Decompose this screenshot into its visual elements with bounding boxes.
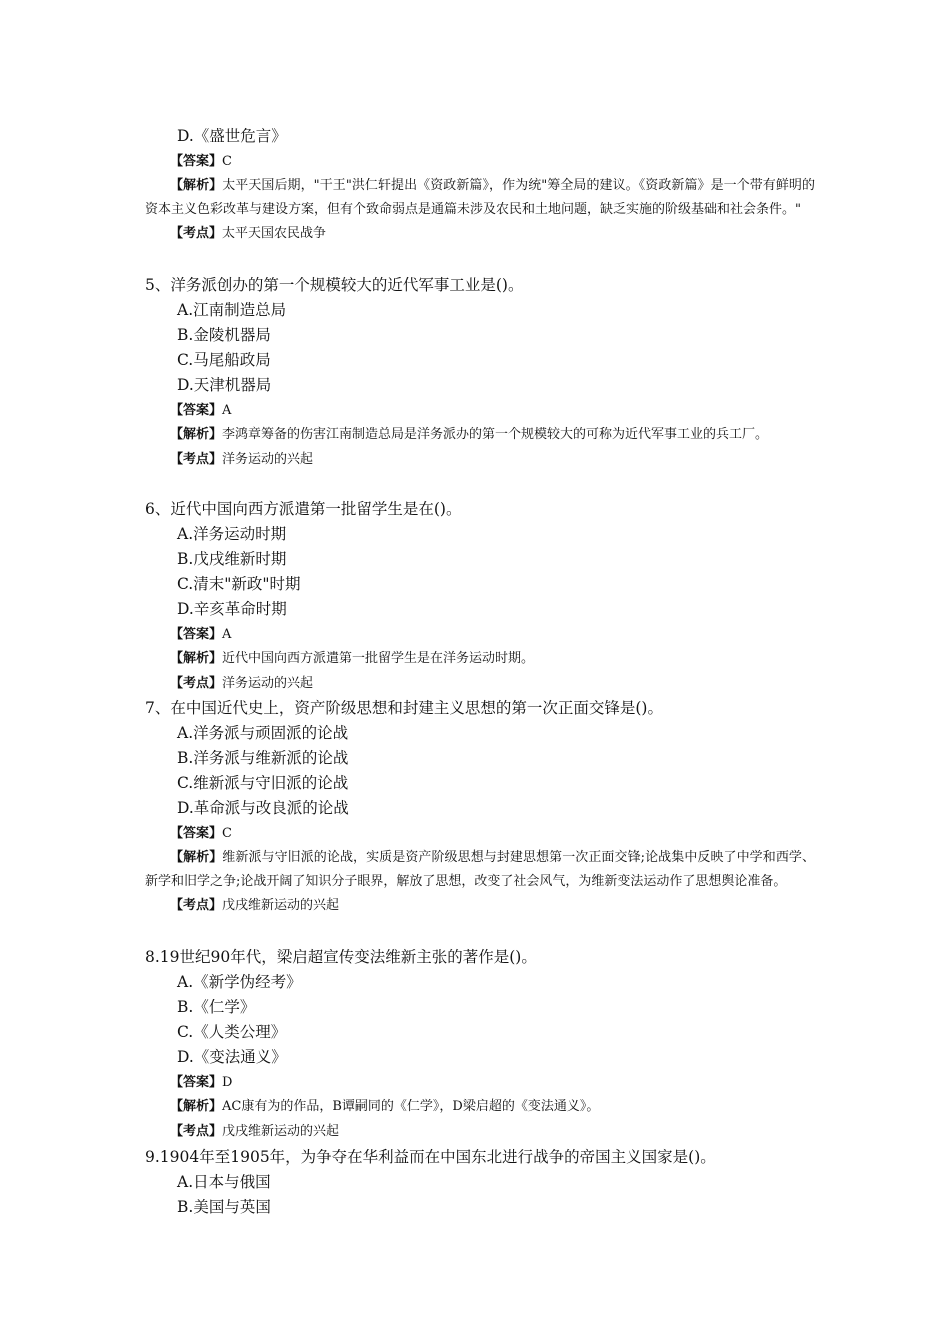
- analysis-text: 太平天国后期，"干王"洪仁轩提出《资政新篇》，作为统"筹全局的建议。《资政新篇》是一个带有鲜明的资本主义色彩改革与建设方案，但有个致命弱点是通篇未涉及农民和土地问题，缺乏实施的阶级基础和社会条件。": [145, 178, 815, 217]
- question-stem: 7、在中国近代史上，资产阶级思想和封建主义思想的第一次正面交锋是()。: [145, 699, 663, 717]
- option-b: B.洋务派与维新派的论战: [177, 749, 349, 767]
- point-line: [145, 221, 815, 246]
- answer-value: C: [222, 154, 232, 169]
- analysis-label: 【解析】: [170, 427, 223, 442]
- analysis-label: 【解析】: [170, 1099, 223, 1114]
- answer-line: [145, 149, 815, 174]
- answer-line: [145, 622, 815, 647]
- answer-label: 【答案】: [170, 1075, 223, 1090]
- answer-value: A: [222, 403, 232, 418]
- analysis-paragraph: [145, 174, 815, 221]
- point-label: 【考点】: [170, 675, 223, 691]
- analysis-label: 【解析】: [170, 651, 223, 666]
- point-label: 【考点】: [170, 1123, 223, 1139]
- option-d: D.革命派与改良派的论战: [177, 799, 349, 817]
- prev-question-tail: [145, 124, 815, 246]
- option-b: B.《仁学》: [177, 998, 256, 1016]
- question-7: [145, 696, 815, 918]
- question-8: [145, 945, 815, 1144]
- question-stem: 8.19世纪90年代，梁启超宣传变法维新主张的著作是()。: [145, 948, 537, 966]
- analysis-paragraph: [145, 846, 815, 893]
- analysis-text: 近代中国向西方派遣第一批留学生是在洋务运动时期。: [222, 651, 535, 666]
- point-text: 戊戌维新运动的兴起: [222, 898, 340, 913]
- answer-label: 【答案】: [170, 627, 223, 642]
- option-c: C.马尾船政局: [177, 351, 271, 369]
- analysis-paragraph: [145, 647, 815, 671]
- answer-line: [145, 398, 815, 423]
- analysis-label: 【解析】: [170, 178, 223, 193]
- option-b: B.戊戌维新时期: [177, 550, 287, 568]
- analysis-paragraph: [145, 1095, 815, 1119]
- point-text: 洋务运动的兴起: [222, 675, 314, 691]
- option-b: B.金陵机器局: [177, 326, 271, 344]
- analysis-text: 李鸿章筹备的伤害江南制造总局是洋务派办的第一个规模较大的可称为近代军事工业的兵工厂。: [222, 427, 769, 442]
- question-6: [145, 497, 815, 696]
- answer-line: [145, 821, 815, 846]
- option-b: B.美国与英国: [177, 1198, 271, 1216]
- point-label: 【考点】: [170, 451, 223, 467]
- option-d: D.《变法通义》: [177, 1048, 287, 1066]
- point-line: [145, 1119, 815, 1144]
- answer-value: D: [222, 1075, 233, 1090]
- question-5: [145, 273, 815, 472]
- analysis-text: AC康有为的作品，B谭嗣同的《仁学》，D梁启超的《变法通义》。: [222, 1099, 600, 1114]
- answer-label: 【答案】: [170, 403, 223, 418]
- option-d: D.《盛世危言》: [177, 127, 287, 145]
- point-line: [145, 447, 815, 472]
- answer-value: A: [222, 627, 232, 642]
- answer-value: C: [222, 826, 232, 841]
- option-a: A.《新学伪经考》: [177, 973, 302, 991]
- point-line: [145, 893, 815, 918]
- option-c: C.维新派与守旧派的论战: [177, 774, 349, 792]
- question-stem: 6、近代中国向西方派遣第一批留学生是在()。: [145, 500, 462, 518]
- option-c: C.《人类公理》: [177, 1023, 287, 1041]
- answer-line: [145, 1070, 815, 1095]
- question-9: [145, 1145, 815, 1220]
- point-text: 太平天国农民战争: [222, 226, 327, 241]
- option-a: A.洋务派与顽固派的论战: [177, 724, 349, 742]
- question-stem: 9.1904年至1905年，为争夺在华利益而在中国东北进行战争的帝国主义国家是()。: [145, 1148, 716, 1166]
- point-text: 洋务运动的兴起: [222, 451, 314, 467]
- answer-label: 【答案】: [170, 826, 223, 841]
- option-d: D.天津机器局: [177, 376, 272, 394]
- option-c: C.清末"新政"时期: [177, 575, 301, 593]
- point-label: 【考点】: [170, 898, 223, 913]
- analysis-label: 【解析】: [170, 850, 223, 865]
- option-a: A.江南制造总局: [177, 301, 287, 319]
- option-d: D.辛亥革命时期: [177, 600, 287, 618]
- option-a: A.日本与俄国: [177, 1173, 271, 1191]
- analysis-text: 维新派与守旧派的论战，实质是资产阶级思想与封建思想第一次正面交锋;论战集中反映了中学和西学、新学和旧学之争;论战开阔了知识分子眼界，解放了思想，改变了社会风气，为维新变法运动作了思想舆论准备。: [145, 850, 815, 889]
- point-label: 【考点】: [170, 226, 223, 241]
- analysis-paragraph: [145, 423, 815, 447]
- option-a: A.洋务运动时期: [177, 525, 287, 543]
- answer-label: 【答案】: [170, 154, 223, 169]
- point-text: 戊戌维新运动的兴起: [222, 1123, 340, 1139]
- question-stem: 5、洋务派创办的第一个规模较大的近代军事工业是()。: [145, 276, 524, 294]
- point-line: [145, 671, 815, 696]
